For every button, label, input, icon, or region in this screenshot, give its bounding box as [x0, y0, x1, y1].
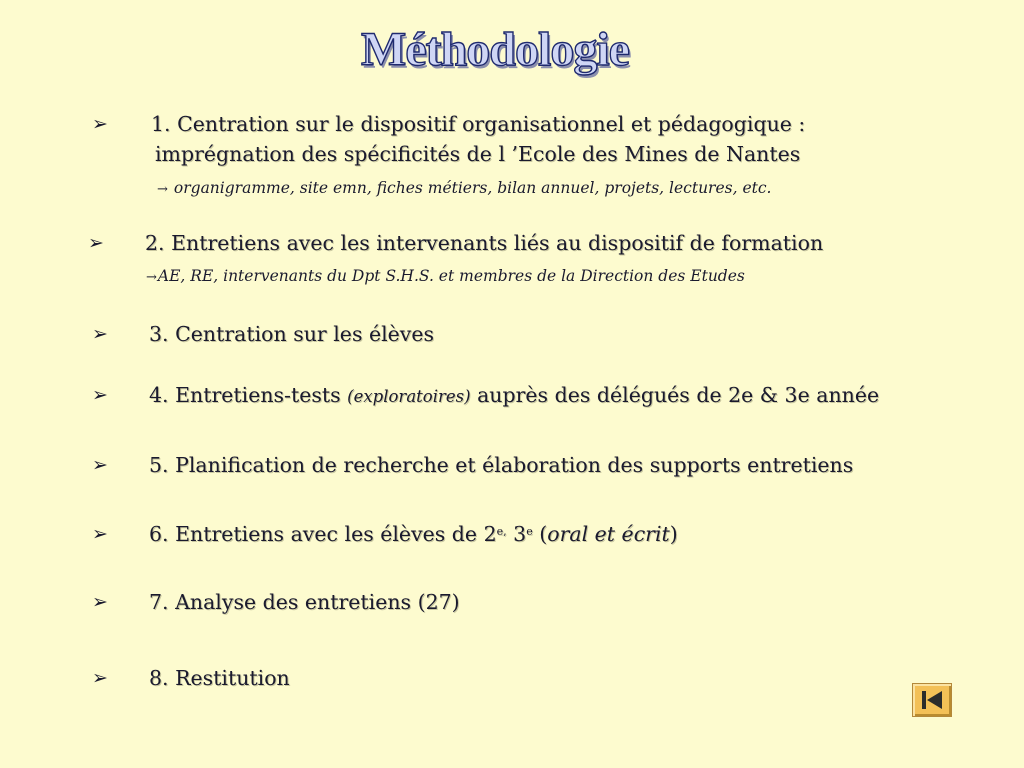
item-6-paren-open: ( [532, 522, 548, 546]
item-6-text-start: 6. Entretiens avec les élèves de 2 [149, 522, 497, 546]
item-1-line-1: 1. Centration sur le dispositif organisationnel et pédagogique : [151, 112, 806, 136]
item-6-text [149, 520, 678, 549]
item-4-text [149, 381, 879, 411]
item-1-subnote [157, 178, 771, 200]
item-1-line-2: imprégnation des spécificités de l ’Ecole des Mines de Nantes [155, 142, 801, 166]
bullet-icon: ➢ [92, 113, 108, 135]
item-6-superscript-1: e, [496, 525, 507, 538]
bullet-icon: ➢ [88, 232, 104, 254]
bullet-icon: ➢ [92, 323, 108, 345]
arrow-icon: → [157, 182, 168, 197]
item-3-text: 3. Centration sur les élèves [149, 322, 435, 346]
item-6-italic: oral et écrit [547, 522, 670, 546]
skip-to-first-icon [920, 689, 944, 711]
item-6-paren-close: ) [669, 522, 678, 546]
item-4-italic: (exploratoires) [347, 387, 471, 406]
item-2-line-1: 2. Entretiens avec les intervenants liés au dispositif de formation [145, 231, 824, 255]
item-1-subnote-text: organigramme, site emn, fiches métiers, bilan annuel, projets, lectures, etc. [173, 179, 772, 197]
item-4-text-end: auprès des délégués de 2e & 3e année [470, 383, 880, 407]
bullet-icon: ➢ [92, 667, 108, 689]
bullet-icon: ➢ [92, 454, 108, 476]
item-2-subnote-text: AE, RE, intervenants du Dpt S.H.S. et membres de la Direction des Etudes [157, 267, 745, 285]
item-5-text: 5. Planification de recherche et élaboration des supports entretiens [149, 453, 854, 477]
arrow-icon: → [146, 270, 157, 285]
bullet-icon: ➢ [92, 591, 108, 613]
item-4-text-start: 4. Entretiens-tests [149, 383, 348, 407]
item-2-subnote [146, 266, 745, 288]
first-slide-button[interactable] [912, 683, 952, 717]
item-6-superscript-2: e [526, 525, 533, 538]
bullet-icon: ➢ [92, 523, 108, 545]
item-7-text: 7. Analyse des entretiens (27) [149, 590, 460, 614]
bullet-icon: ➢ [92, 384, 108, 406]
slide-title: Méthodologie [361, 23, 629, 76]
item-6-text-mid: 3 [506, 522, 527, 546]
item-8-text: 8. Restitution [149, 666, 290, 690]
